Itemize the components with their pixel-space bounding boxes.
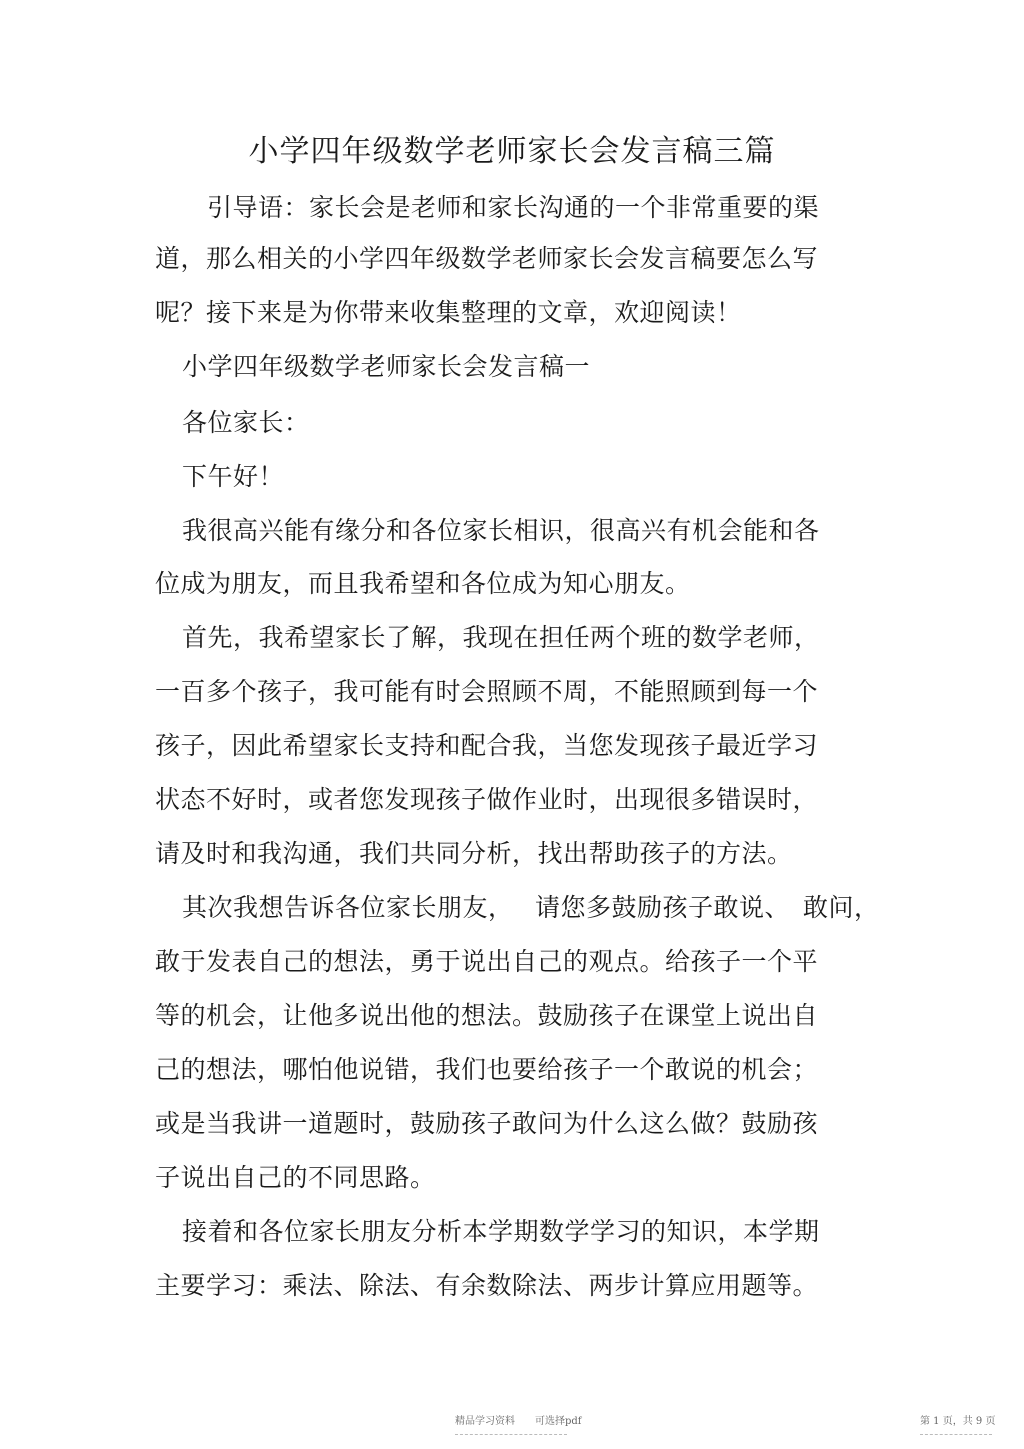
page-number: 第 1 页，共 9 页 xyxy=(920,1416,996,1427)
paragraph-line: 请及时和我沟通，我们共同分析，找出帮助孩子的方法。 xyxy=(155,839,793,868)
paragraph-line: 引导语：家长会是老师和家长沟通的一个非常重要的渠 xyxy=(207,193,820,222)
paragraph-line: 主要学习：乘法、除法、有余数除法、两步计算应用题等。 xyxy=(155,1271,819,1300)
paragraph-line: 子说出自己的不同思路。 xyxy=(155,1163,436,1192)
salutation: 各位家长： xyxy=(182,408,310,437)
paragraph-line: 一百多个孩子，我可能有时会照顾不周，不能照顾到每一个 xyxy=(155,677,819,706)
footer-divider xyxy=(920,1434,992,1435)
paragraph-line: 或是当我讲一道题时，鼓励孩子敢问为什么这么做？鼓励孩 xyxy=(155,1109,819,1138)
paragraph-line: 首先，我希望家长了解，我现在担任两个班的数学老师， xyxy=(182,623,820,652)
paragraph-line: 敢于发表自己的想法，勇于说出自己的观点。给孩子一个平 xyxy=(155,947,819,976)
paragraph-line: 我很高兴能有缘分和各位家长相识，很高兴有机会能和各 xyxy=(182,516,820,545)
paragraph-line: 等的机会，让他多说出他的想法。鼓励孩子在课堂上说出自 xyxy=(155,1001,819,1030)
footer-divider xyxy=(455,1434,567,1435)
paragraph-line: 己的想法，哪怕他说错，我们也要给孩子一个敢说的机会； xyxy=(155,1055,819,1084)
paragraph-line: 其次我想告诉各位家长朋友， 请您多鼓励孩子敢说、 敢问， xyxy=(182,893,880,922)
footer-watermark-text: 精品学习资料 可选择pdf xyxy=(455,1416,582,1427)
greeting: 下午好！ xyxy=(182,462,285,491)
paragraph-line: 道，那么相关的小学四年级数学老师家长会发言稿要怎么写 xyxy=(155,244,819,273)
paragraph-line: 位成为朋友，而且我希望和各位成为知心朋友。 xyxy=(155,569,691,598)
paragraph-line: 呢？接下来是为你带来收集整理的文章，欢迎阅读！ xyxy=(155,298,742,327)
paragraph-line: 接着和各位家长朋友分析本学期数学学习的知识，本学期 xyxy=(182,1217,820,1246)
document-title: 小学四年级数学老师家长会发言稿三篇 xyxy=(248,134,776,169)
paragraph-line: 状态不好时，或者您发现孩子做作业时，出现很多错误时， xyxy=(155,785,819,814)
paragraph-line: 孩子，因此希望家长支持和配合我，当您发现孩子最近学习 xyxy=(155,731,819,760)
section-heading: 小学四年级数学老师家长会发言稿一 xyxy=(182,352,591,381)
